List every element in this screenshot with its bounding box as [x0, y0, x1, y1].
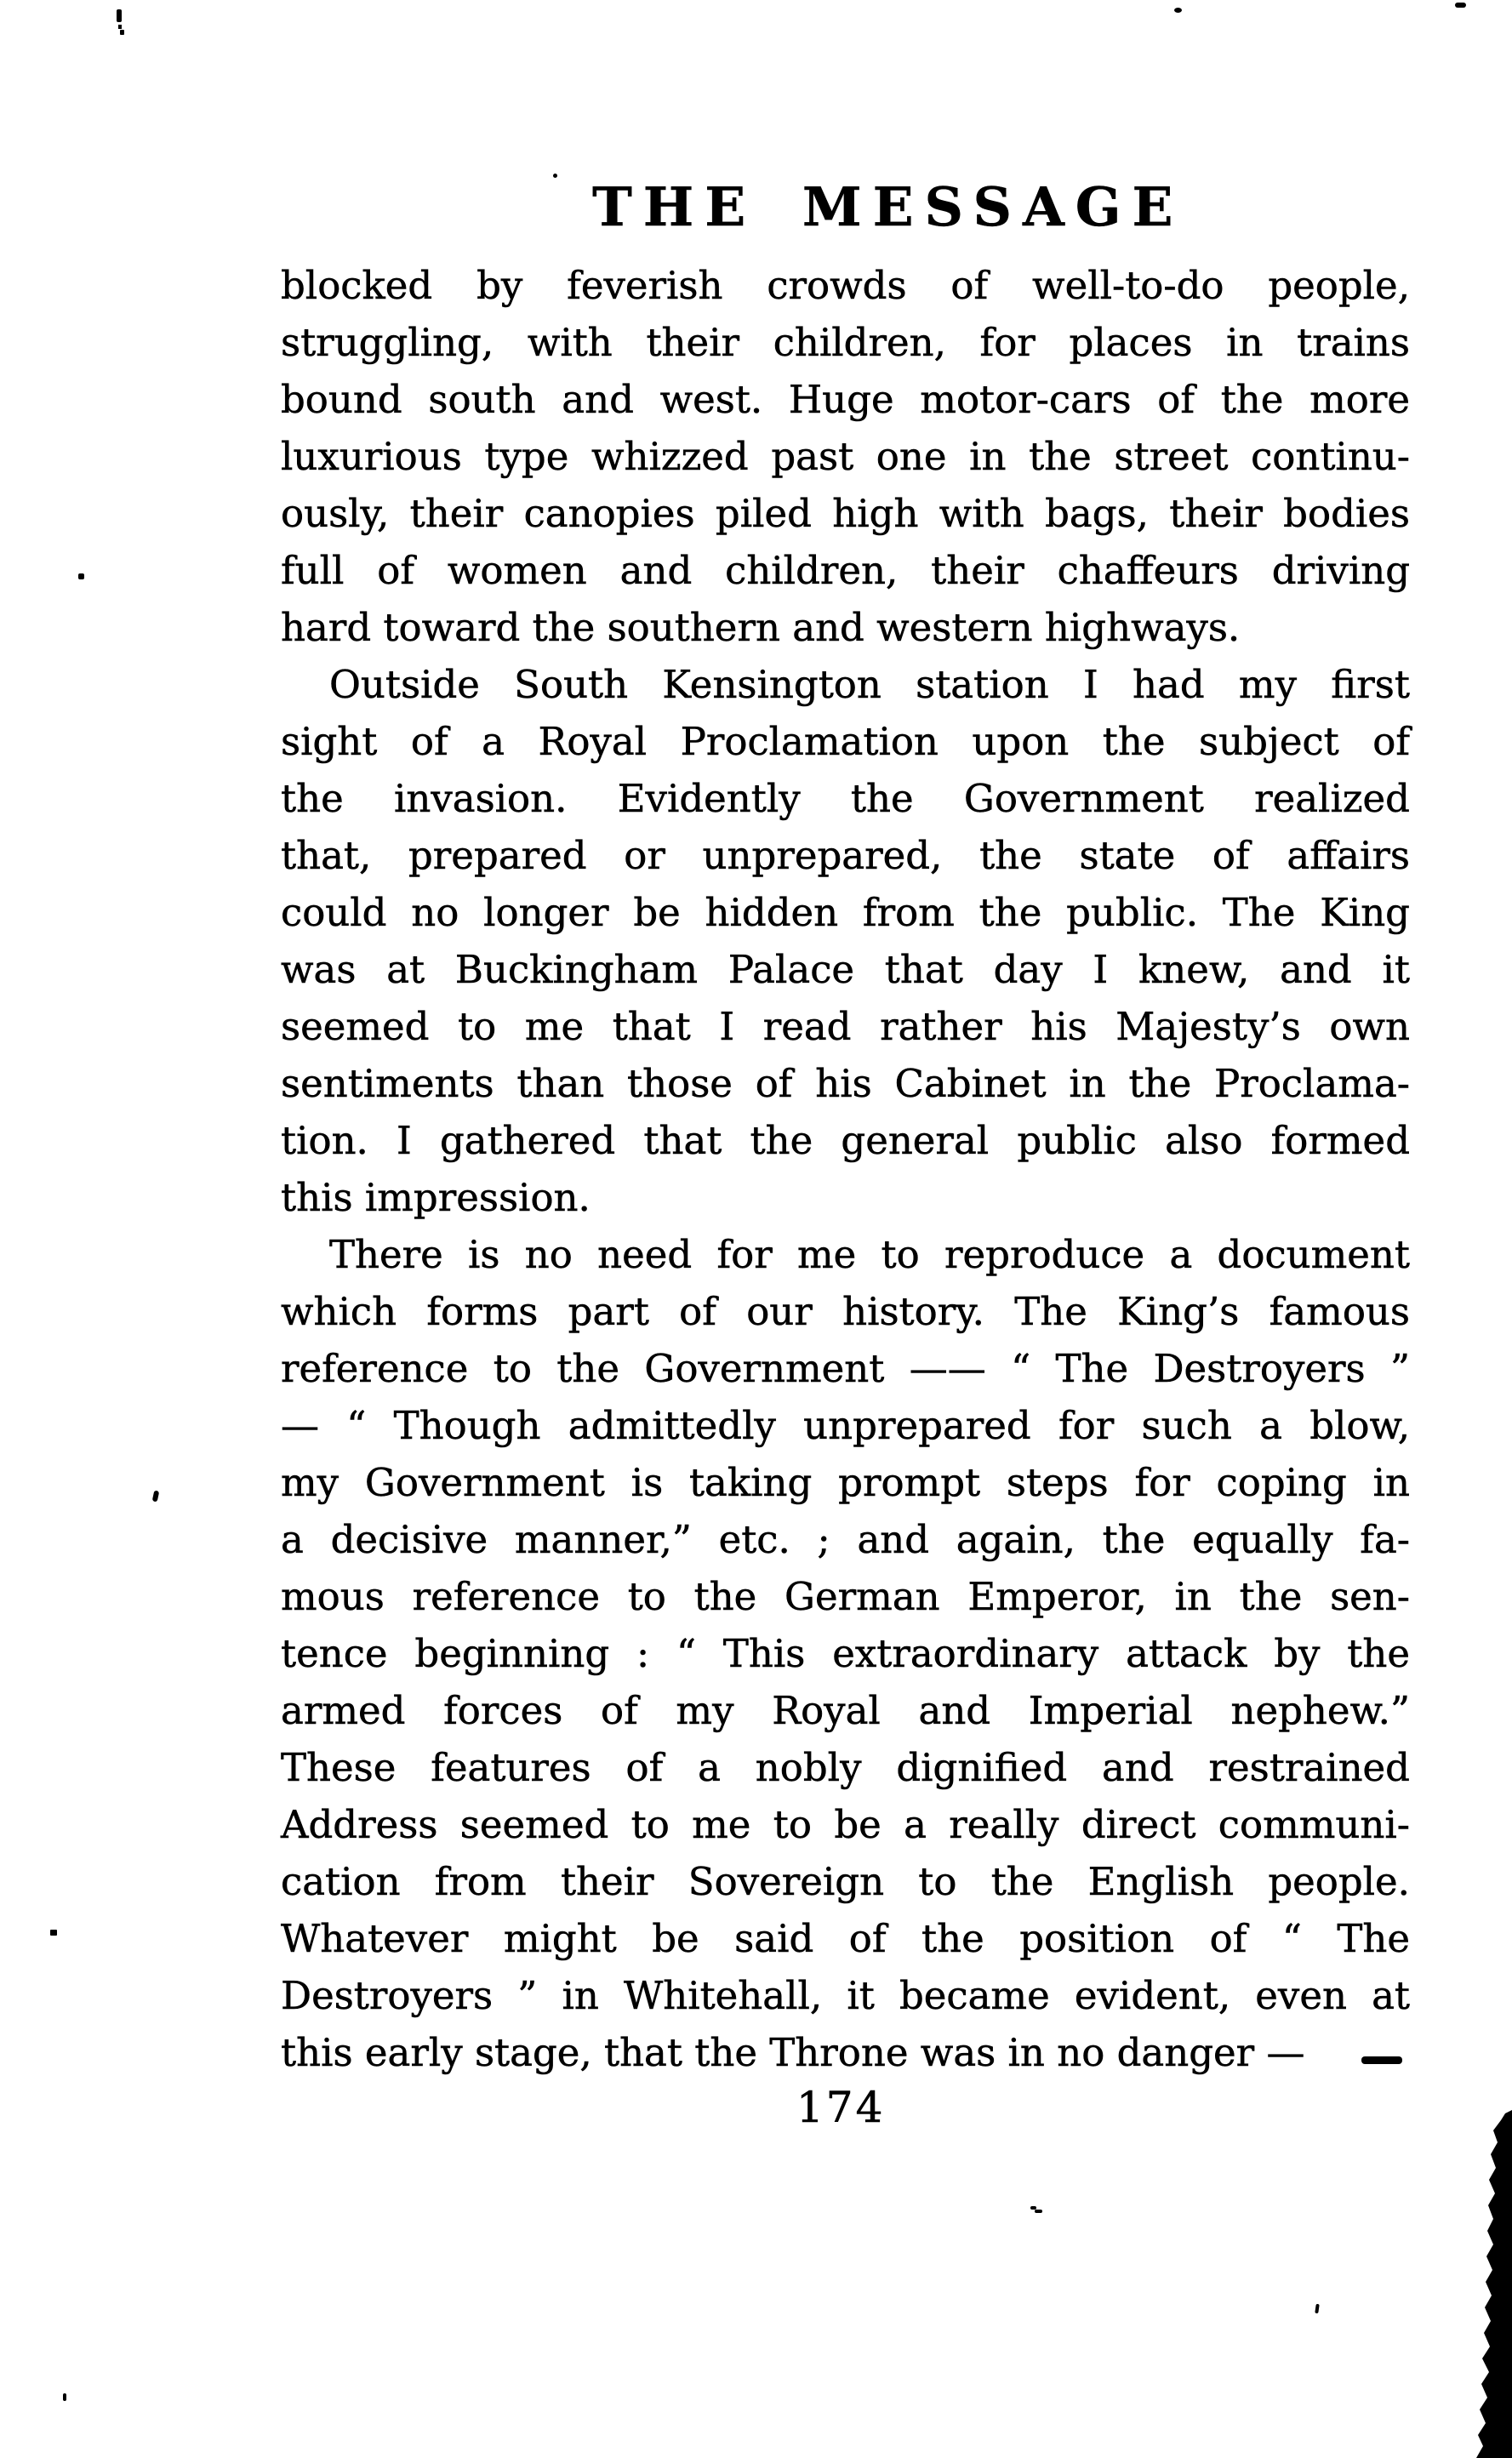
ink-speck	[63, 2393, 66, 2401]
ink-speck	[1455, 3, 1466, 8]
text-line: Destroyers ” in Whitehall, it became evident, even at	[281, 1973, 1410, 2018]
text-line: cation from their Sovereign to the English people.	[281, 1859, 1410, 1904]
text-line: blocked by feverish crowds of well-to-do people,	[281, 263, 1410, 308]
page-title: THE MESSAGE	[592, 175, 1184, 238]
text-line: struggling, with their children, for places in trains	[281, 320, 1410, 365]
ink-speck	[1174, 8, 1182, 13]
text-line: could no longer be hidden from the public. The King	[281, 890, 1410, 935]
text-line: tion. I gathered that the general public also formed	[281, 1118, 1410, 1163]
ink-speck	[78, 573, 84, 579]
text-line: ously, their canopies piled high with bags, their bodies	[281, 491, 1410, 536]
ink-speck	[553, 174, 557, 178]
text-line: bound south and west. Huge motor-cars of the more	[281, 377, 1410, 422]
text-line: armed forces of my Royal and Imperial nephew.”	[281, 1688, 1410, 1733]
text-line: — “ Though admittedly unprepared for such a blow,	[281, 1403, 1410, 1448]
text-line: There is no need for me to reproduce a document	[329, 1232, 1410, 1277]
text-line: Address seemed to me to be a really direct communi-	[281, 1802, 1410, 1847]
ink-speck	[1315, 2304, 1319, 2313]
text-line: These features of a nobly dignified and restrained	[281, 1745, 1410, 1790]
text-line: seemed to me that I read rather his Majesty’s own	[281, 1004, 1410, 1049]
text-line: this early stage, that the Throne was in no danger —	[281, 2030, 1305, 2075]
text-line: a decisive manner,” etc. ; and again, the equally fa-	[281, 1517, 1410, 1562]
body-text	[281, 257, 1410, 2081]
text-line: hard toward the southern and western highways.	[281, 605, 1241, 650]
ink-speck	[117, 9, 122, 22]
text-line: was at Buckingham Palace that day I knew, and it	[281, 947, 1410, 992]
text-line: luxurious type whizzed past one in the street continu-	[281, 434, 1410, 479]
text-line: mous reference to the German Emperor, in the sen-	[281, 1574, 1410, 1619]
scan-gutter-shadow	[1461, 2110, 1512, 2458]
text-line: Whatever might be said of the position of “ The	[281, 1916, 1410, 1961]
text-line: my Government is taking prompt steps for coping in	[281, 1460, 1410, 1505]
text-line: this impression.	[281, 1175, 591, 1220]
ink-smudge	[1361, 2056, 1402, 2064]
text-line: sentiments than those of his Cabinet in the Proclama-	[281, 1061, 1410, 1106]
text-line: sight of a Royal Proclamation upon the subject of	[281, 719, 1410, 764]
ink-speck	[118, 25, 122, 29]
text-line: tence beginning : “ This extraordinary attack by the	[281, 1631, 1410, 1676]
text-line: the invasion. Evidently the Government realized	[281, 776, 1410, 821]
ink-speck	[50, 1930, 57, 1936]
ink-speck	[120, 30, 124, 35]
page-number: 174	[796, 2083, 886, 2132]
text-line: Outside South Kensington station I had my first	[329, 662, 1410, 707]
text-line: full of women and children, their chaffeurs driving	[281, 548, 1410, 593]
text-line: which forms part of our history. The King’s famous	[281, 1289, 1410, 1334]
ink-speck	[1035, 2210, 1042, 2213]
ink-speck	[152, 1491, 160, 1503]
text-line: that, prepared or unprepared, the state of affairs	[281, 833, 1410, 878]
text-line: reference to the Government —— “ The Destroyers ”	[281, 1346, 1410, 1391]
